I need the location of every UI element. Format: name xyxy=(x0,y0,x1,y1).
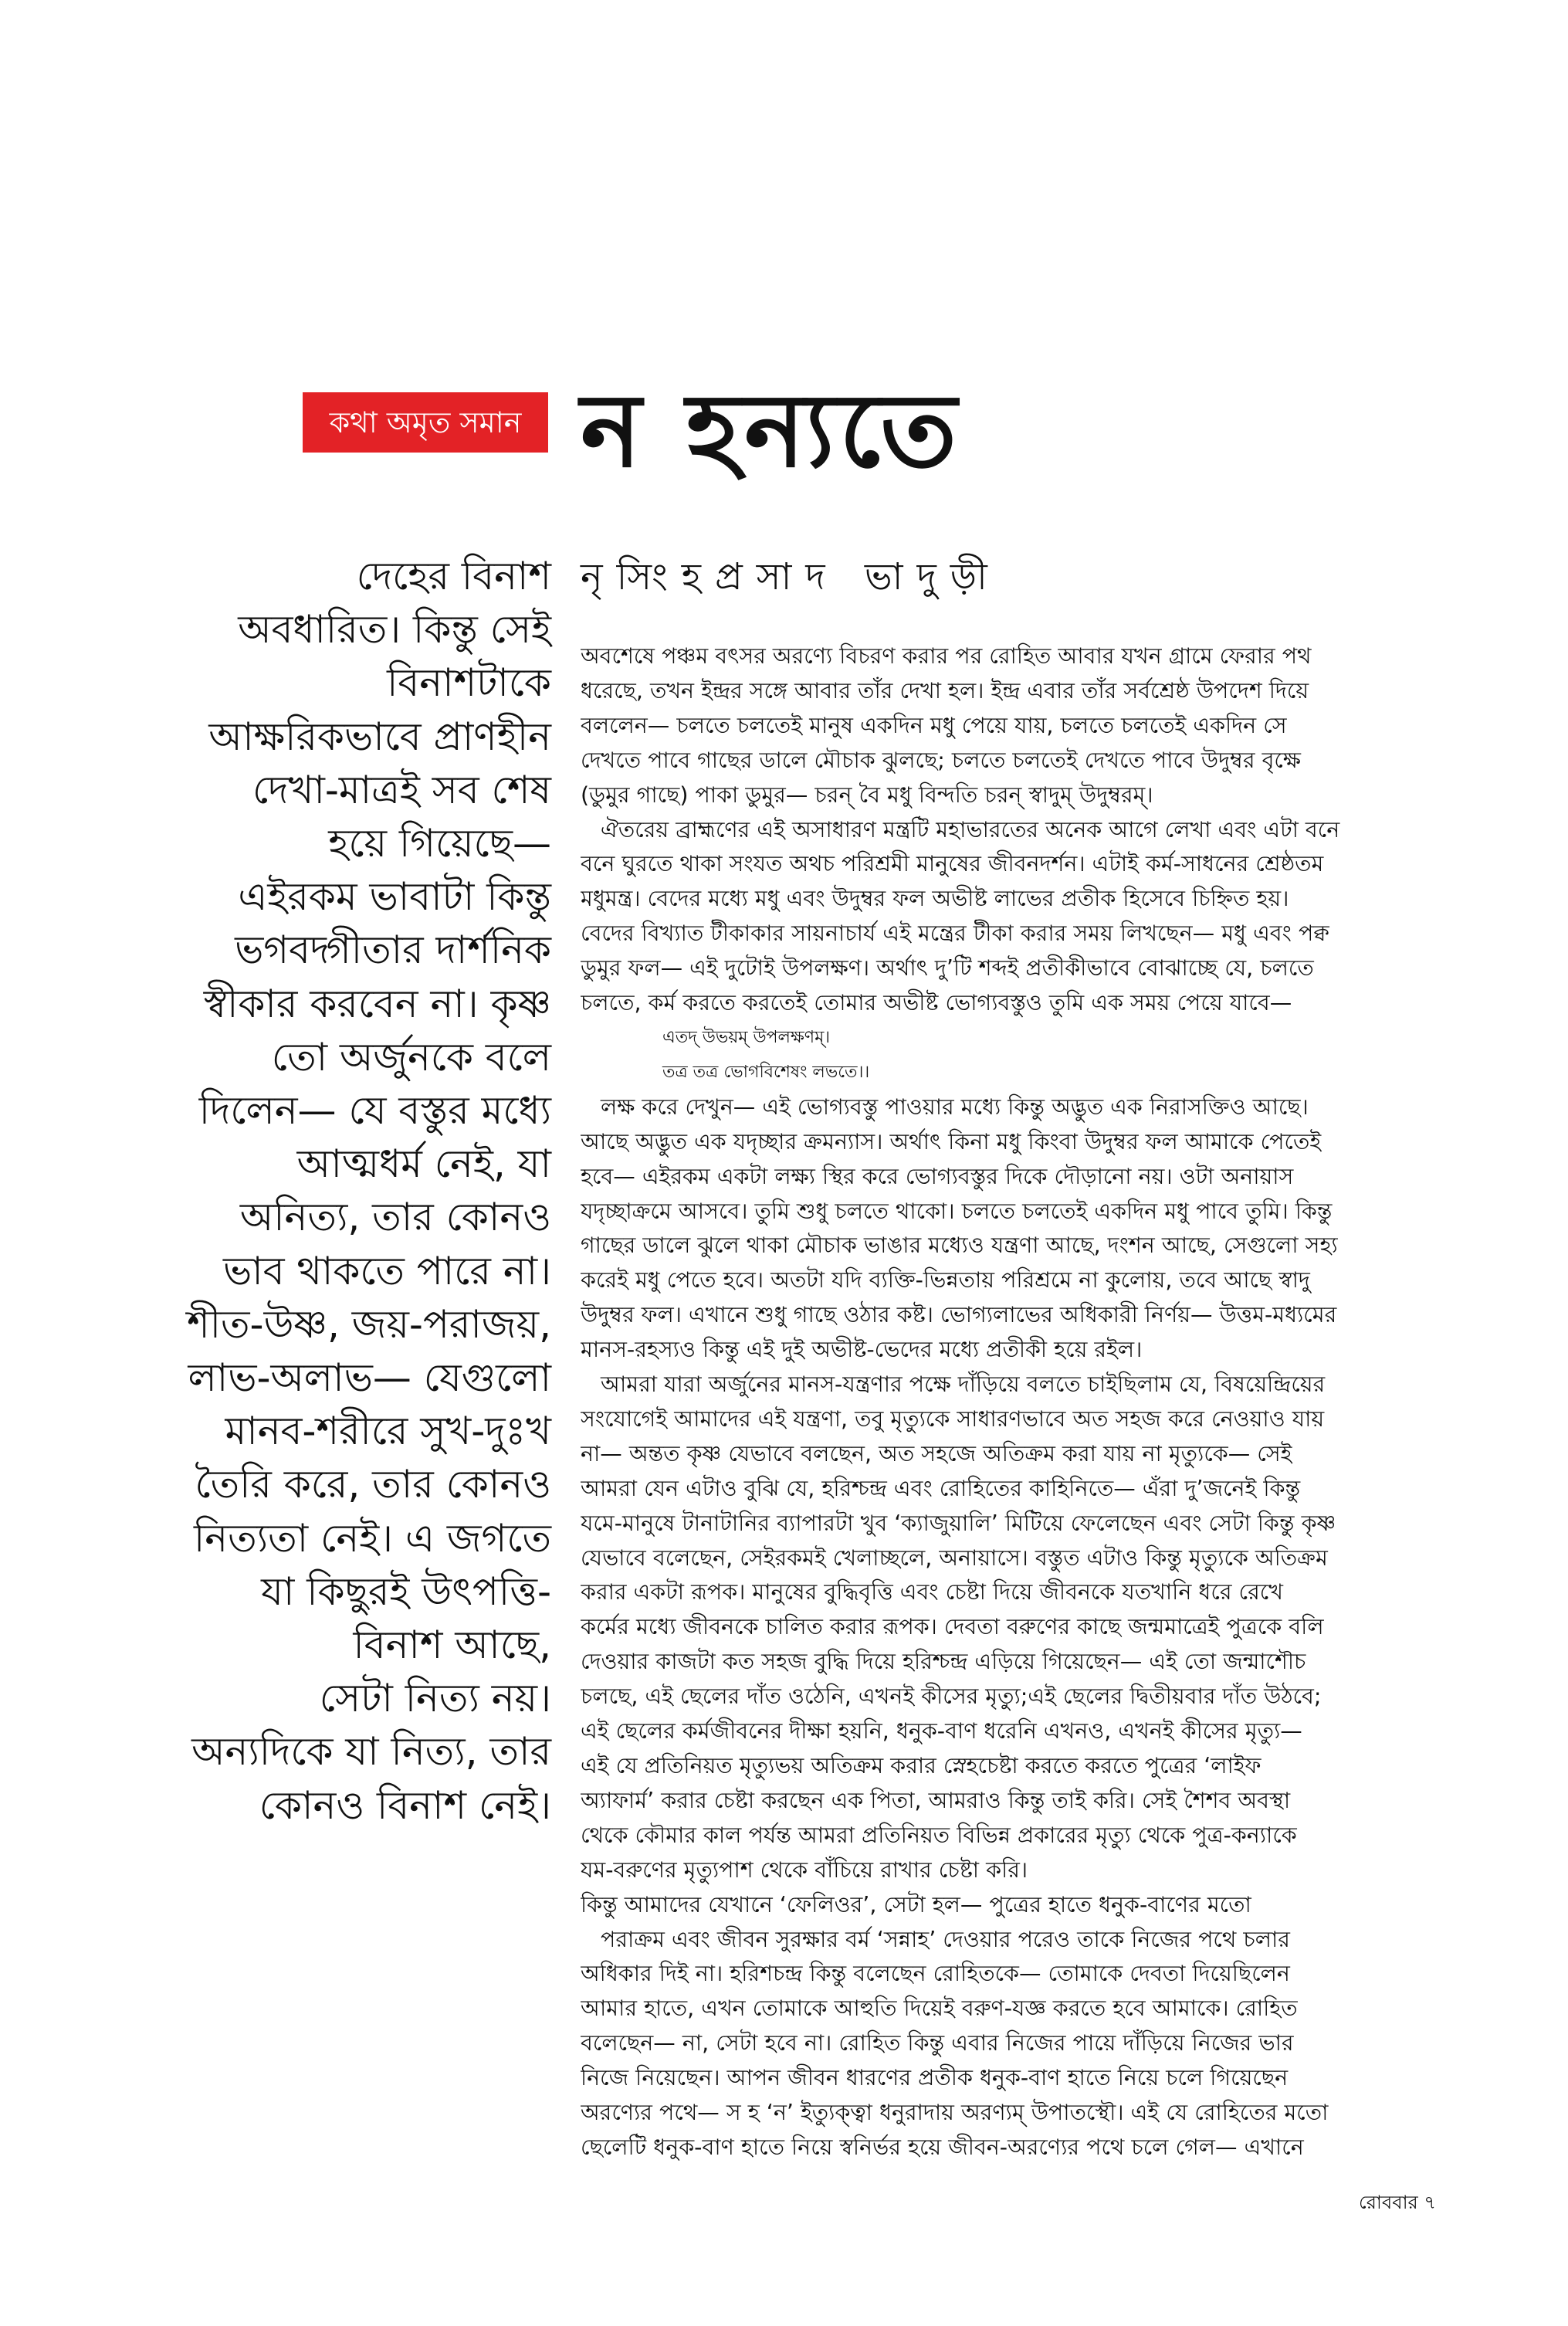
pull-quote-line: আক্ষরিকভাবে প্রাণহীন xyxy=(208,714,551,759)
pull-quote-line: কোনও বিনাশ নেই। xyxy=(259,1782,551,1828)
pull-quote-line: লাভ-অলাভ— যেগুলো xyxy=(188,1355,551,1401)
pull-quote xyxy=(144,550,551,1833)
body-line: এই ছেলের কর্মজীবনের দীক্ষা হয়নি, ধনুক-বাণ ধরেনি এখনও, এখনই কীসের মৃত্যু— xyxy=(581,1718,1302,1744)
pull-quote-line: তৈরি করে, তার কোনও xyxy=(195,1462,551,1507)
page-folio: রোববার ৭ xyxy=(1358,2192,1436,2213)
body-line: ধরেছে, তখন ইন্দ্রর সঙ্গে আবার তাঁর দেখা হল। ইন্দ্র এবার তাঁর সর্বশ্রেষ্ঠ উপদেশ দিয়ে xyxy=(581,677,1309,704)
body-line: দেওয়ার কাজটা কত সহজ বুদ্ধি দিয়ে হরিশ্চন্দ্র এড়িয়ে গিয়েছেন— এই তো জন্মাশৌচ xyxy=(581,1649,1306,1675)
body-line: যেভাবে বলেছেন, সেইরকমই খেলাচ্ছলে, অনায়াসে। বস্তুত এটাও কিন্তু মৃত্যুকে অতিক্রম xyxy=(581,1544,1328,1571)
pull-quote-line: অবধারিত। কিন্তু সেই xyxy=(238,607,551,653)
body-line: না— অন্তত কৃষ্ণ যেভাবে বলছেন, অত সহজে অতিক্রম করা যায় না মৃত্যুকে— সেই xyxy=(581,1440,1292,1466)
body-line: এই যে প্রতিনিয়ত মৃত্যুভয় অতিক্রম করার স্নেহচেষ্টা করতে করতে পুত্রের ‘লাইফ xyxy=(581,1753,1262,1778)
body-line: করার একটা রূপক। মানুষের বুদ্ধিবৃত্তি এবং চেষ্টা দিয়ে জীবনকে যতখানি ধরে রেখে xyxy=(581,1579,1283,1605)
body-line: চলতে, কর্ম করতে করতেই তোমার অভীষ্ট ভোগ্যবস্তুও তুমি এক সময় পেয়ে যাবে— xyxy=(581,990,1292,1016)
pull-quote-line: বিনাশ আছে, xyxy=(353,1622,551,1668)
body-line: লক্ষ করে দেখুন— এই ভোগ্যবস্তু পাওয়ার মধ্যে কিন্তু অদ্ভুত এক নিরাসক্তিও আছে। xyxy=(601,1093,1309,1120)
body-line: বলেছেন— না, সেটা হবে না। রোহিত কিন্তু এবার নিজের পায়ে দাঁড়িয়ে নিজের ভার xyxy=(581,2030,1294,2056)
body-line: যম-বরুণের মৃত্যুপাশ থেকে বাঁচিয়ে রাখার চেষ্টা করি। xyxy=(581,1856,1028,1883)
body-line: ডুমুর ফল— এই দুটোই উপলক্ষণ। অর্থাৎ দু’টি শব্দই প্রতীকীভাবে বোঝাচ্ছে যে, চলতে xyxy=(581,955,1314,982)
body-line: (ডুমুর গাছে) পাকা ডুমুর— চরন্‌ বৈ মধু বিন্দতি চরন্‌ স্বাদুম্‌ উদুম্বরম্‌। xyxy=(581,782,1153,808)
body-line: বেদের বিখ্যাত টীকাকার সায়নাচার্য এই মন্ত্রের টীকা করার সময় লিখছেন— মধু এবং পক্ব xyxy=(581,921,1329,947)
pull-quote-line: যা কিছুরই উৎপত্তি- xyxy=(261,1568,551,1614)
article-title: ন হন্যতে xyxy=(581,371,962,490)
author-name: নৃসিংহপ্রসাদ ভাদুড়ী xyxy=(581,555,1001,598)
body-line: অবশেষে পঞ্চম বৎসর অরণ্যে বিচরণ করার পর রোহিত আবার যখন গ্রামে ফেরার পথ xyxy=(581,643,1312,669)
body-line: বনে ঘুরতে থাকা সংযত অথচ পরিশ্রমী মানুষের জীবনদর্শন। এটাই কর্ম-সাধনের শ্রেষ্ঠতম xyxy=(581,851,1324,877)
body-line: গাছের ডালে ঝুলে থাকা মৌচাক ভাঙার মধ্যেও যন্ত্রণা আছে, দংশন আছে, সেগুলো সহ্য xyxy=(581,1233,1338,1259)
pull-quote-line: অন্যদিকে যা নিত্য, তার xyxy=(191,1729,551,1775)
pull-quote-line: স্বীকার করবেন না। কৃষ্ণ xyxy=(203,981,551,1026)
body-line: দেখতে পাবে গাছের ডালে মৌচাক ঝুলছে; চলতে চলতেই দেখতে পাবে উদুম্বর বৃক্ষে xyxy=(581,747,1301,773)
pull-quote-line: এইরকম ভাবাটা কিন্তু xyxy=(238,874,551,920)
body-line: আমরা যারা অর্জুনের মানস-যন্ত্রণার পক্ষে দাঁড়িয়ে বলতে চাইছিলাম যে, বিষয়েন্দ্রিয়ের xyxy=(601,1372,1326,1398)
body-line: বললেন— চলতে চলতেই মানুষ একদিন মধু পেয়ে যায়, চলতে চলতেই একদিন সে xyxy=(581,712,1287,738)
verse-line: এতদ্‌ উভয়ম্‌ উপলক্ষণম্‌। xyxy=(662,1027,831,1047)
pull-quote-line: তো অর্জুনকে বলে xyxy=(271,1034,551,1080)
pull-quote-line: মানব-শরীরে সুখ-দুঃখ xyxy=(225,1409,551,1454)
pull-quote-line: দেহের বিনাশ xyxy=(356,554,551,598)
body-line: নিজে নিয়েছেন। আপন জীবন ধারণের প্রতীক ধনুক-বাণ হাতে নিয়ে চলে গিয়েছেন xyxy=(581,2065,1289,2091)
body-line: অ্যাফার্ম’ করার চেষ্টা করছেন এক পিতা, আমরাও কিন্তু তাই করি। সেই শৈশব অবস্থা xyxy=(581,1787,1291,1813)
body-line: যমে-মানুষে টানাটানির ব্যাপারটা খুব ‘ক্যাজুয়ালি’ মিটিয়ে ফেলেছেন এবং সেটা কিন্তু কৃষ্ণ xyxy=(581,1510,1336,1536)
pull-quote-line: শীত-উষ্ণ, জয়-পরাজয়, xyxy=(187,1301,551,1347)
pull-quote-line: বিনাশটাকে xyxy=(387,660,551,706)
pull-quote-line: অনিত্য, তার কোনও xyxy=(239,1195,551,1240)
pull-quote-line: আত্মধর্ম নেই, যা xyxy=(296,1141,551,1187)
body-line: কিন্তু আমাদের যেখানে ‘ফেলিওর’, সেটা হল— পুত্রের হাতে ধনুক-বাণের মতো xyxy=(581,1891,1251,1917)
pull-quote-line: হয়ে গিয়েছে— xyxy=(328,821,551,866)
pull-quote-line: সেটা নিত্য নয়। xyxy=(319,1676,551,1721)
body-line: আমরা যেন এটাও বুঝি যে, হরিশ্চন্দ্র এবং রোহিতের কাহিনিতে— এঁরা দু’জনেই কিন্তু xyxy=(581,1475,1301,1501)
body-line: আমার হাতে, এখন তোমাকে আহুতি দিয়েই বরুণ-যজ্ঞ করতে হবে আমাকে। রোহিত xyxy=(581,1995,1298,2022)
body-line: থেকে কৌমার কাল পর্যন্ত আমরা প্রতিনিয়ত বিভিন্ন প্রকারের মৃত্যু থেকে পুত্র-কন্যাকে xyxy=(581,1822,1297,1848)
body-line: করেই মধু পেতে হবে। অতটা যদি ব্যক্তি-ভিন্নতায় পরিশ্রমে না কুলোয়, তবে আছে স্বাদু xyxy=(581,1267,1310,1294)
verse-line: তত্র তত্র ভোগবিশেষং লভতে।। xyxy=(662,1062,870,1082)
body-line: ঐতরেয় ব্রাহ্মণের এই অসাধারণ মন্ত্রটি মহাভারতের অনেক আগে লেখা এবং এটা বনে xyxy=(601,816,1340,843)
body-line: ছেলেটি ধনুক-বাণ হাতে নিয়ে স্বনির্ভর হয়ে জীবন-অরণ্যের পথে চলে গেল— এখানে xyxy=(581,2134,1304,2160)
body-line: পরাক্রম এবং জীবন সুরক্ষার বর্ম ‘সন্নাহ’ দেওয়ার পরেও তাকে নিজের পথে চলার xyxy=(601,1926,1290,1952)
body-line: চলছে, এই ছেলের দাঁত ওঠেনি, এখনই কীসের মৃত্যু;এই ছেলের দ্বিতীয়বার দাঁত উঠবে; xyxy=(581,1683,1322,1710)
pull-quote-line: ভাব থাকতে পারে না। xyxy=(223,1248,551,1294)
body-line: যদৃচ্ছাক্রমে আসবে। তুমি শুধু চলতে থাকো। চলতে চলতেই একদিন মধু পাবে তুমি। কিন্তু xyxy=(581,1198,1333,1224)
pull-quote-line: ভগবদ্গীতার দার্শনিক xyxy=(235,927,551,973)
body-line: অরণ্যের পথে— স হ ‘ন’ ইত্যুক্ত্বা ধনুরাদায় অরণ্যম্‌ উপাতস্থৌ। এই যে রোহিতের মতো xyxy=(581,2100,1329,2126)
body-line: অধিকার দিই না। হরিশচন্দ্র কিন্তু বলেছেন রোহিতকে— তোমাকে দেবতা দিয়েছিলেন xyxy=(581,1961,1290,1987)
article-body xyxy=(581,639,1438,2165)
body-line: কর্মের মধ্যে জীবনকে চালিত করার রূপক। দেবতা বরুণের কাছে জন্মমাত্রেই পুত্রকে বলি xyxy=(581,1614,1324,1640)
body-line: মধুমন্ত্র। বেদের মধ্যে মধু এবং উদুম্বর ফল অভীষ্ট লাভের প্রতীক হিসেবে চিহ্নিত হয়। xyxy=(581,886,1289,912)
body-line: সংযোগেই আমাদের এই যন্ত্রণা, তবু মৃত্যুকে সাধারণভাবে অত সহজ করে নেওয়াও যায় xyxy=(581,1405,1325,1432)
pull-quote-line: দেখা-মাত্রই সব শেষ xyxy=(252,767,551,812)
body-line: আছে অদ্ভুত এক যদৃচ্ছার ক্রমন্যাস। অর্থাৎ কিনা মধু কিংবা উদুম্বর ফল আমাকে পেতেই xyxy=(581,1128,1322,1155)
column-badge: কথা অমৃত সমান xyxy=(303,392,548,453)
body-line: মানস-রহস্যও কিন্তু এই দুই অভীষ্ট-ভেদের মধ্যে প্রতীকী হয়ে রইল। xyxy=(581,1337,1143,1363)
body-line: হবে— এইরকম একটা লক্ষ্য স্থির করে ভোগ্যবস্তুর দিকে দৌড়ানো নয়। ওটা অনায়াস xyxy=(581,1163,1294,1189)
pull-quote-line: দিলেন— যে বস্তুর মধ্যে xyxy=(198,1088,551,1134)
body-line: উদুম্বর ফল। এখানে শুধু গাছে ওঠার কষ্ট। ভোগ্যলাভের অধিকারী নির্ণয়— উত্তম-মধ্যমের xyxy=(581,1302,1337,1328)
pull-quote-line: নিত্যতা নেই। এ জগতে xyxy=(193,1515,551,1561)
